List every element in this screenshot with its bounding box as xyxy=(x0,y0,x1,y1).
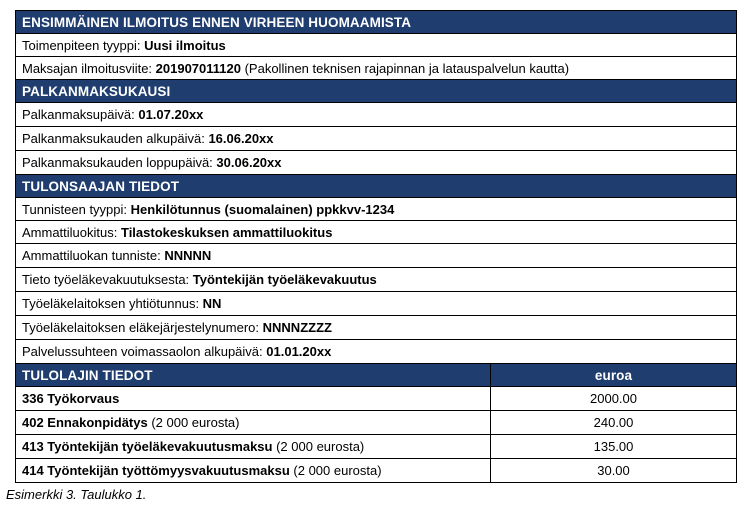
field-value: Työntekijän työeläkevakuutus xyxy=(192,272,377,287)
table-row xyxy=(16,435,737,459)
field-label: Työeläkelaitoksen eläkejärjestelynumero: xyxy=(22,320,263,335)
section-title: TULONSAAJAN TIEDOT xyxy=(16,175,737,198)
section-title: PALKANMAKSUKAUSI xyxy=(16,80,737,103)
section-header-first-report xyxy=(16,11,737,34)
table-row xyxy=(16,244,737,268)
field-value: 01.01.20xx xyxy=(266,344,332,359)
currency-column-header: euroa xyxy=(491,364,737,387)
section-header-income-earner xyxy=(16,175,737,198)
income-type: 336 Työkorvaus xyxy=(22,391,120,406)
section-header-pay-period xyxy=(16,80,737,103)
income-note: (2 000 eurosta) xyxy=(147,415,240,430)
table-row xyxy=(16,198,737,221)
amount-cell: 135.00 xyxy=(491,435,737,459)
table-row xyxy=(16,459,737,483)
table-row xyxy=(16,34,737,57)
amount-cell: 240.00 xyxy=(491,411,737,435)
income-type: 402 Ennakonpidätys xyxy=(22,415,148,430)
field-label: Maksajan ilmoitusviite: xyxy=(22,60,156,76)
field-label: Palkanmaksukauden loppupäivä: xyxy=(22,155,217,170)
table-row xyxy=(16,221,737,244)
table-row xyxy=(16,127,737,151)
field-value: 201907011120 xyxy=(155,60,241,76)
field-value: NNNNZZZZ xyxy=(262,320,332,335)
table-row xyxy=(16,151,737,175)
field-value: 01.07.20xx xyxy=(138,107,204,122)
field-value: NNNNN xyxy=(164,248,212,263)
income-type: 414 Työntekijän työttömyysvakuutusmaksu xyxy=(22,463,290,478)
field-label: Ammattiluokitus: xyxy=(22,224,121,240)
field-note: (Pakollinen teknisen rajapinnan ja latauspalvelun kautta) xyxy=(240,60,570,76)
income-note: (2 000 eurosta) xyxy=(272,439,365,454)
table-row xyxy=(16,411,737,435)
table-row xyxy=(16,103,737,127)
table-row xyxy=(16,57,737,80)
field-label: Palkanmaksukauden alkupäivä: xyxy=(22,131,209,146)
table-row xyxy=(16,268,737,292)
table-row xyxy=(16,340,737,364)
field-value: 16.06.20xx xyxy=(208,131,274,146)
field-label: Ammattiluokan tunniste: xyxy=(22,248,165,263)
table-row xyxy=(16,292,737,316)
field-value: Henkilötunnus (suomalainen) ppkkvv-1234 xyxy=(130,201,395,217)
table-caption: Esimerkki 3. Taulukko 1. xyxy=(6,487,147,502)
field-label: Tunnisteen tyyppi: xyxy=(22,201,131,217)
field-label: Työeläkelaitoksen yhtiötunnus: xyxy=(22,296,203,311)
amount-cell: 2000.00 xyxy=(491,387,737,411)
field-value: 30.06.20xx xyxy=(216,155,282,170)
field-label: Tieto työeläkevakuutuksesta: xyxy=(22,272,193,287)
section-title: TULOLAJIN TIEDOT xyxy=(16,364,491,387)
table-row xyxy=(16,316,737,340)
income-note: (2 000 eurosta) xyxy=(289,463,382,478)
field-label: Palvelussuhteen voimassaolon alkupäivä: xyxy=(22,344,267,359)
section-header-income-types xyxy=(16,364,737,387)
field-value: Uusi ilmoitus xyxy=(144,37,226,53)
payroll-example-table-wrapper xyxy=(15,10,736,483)
field-value: Tilastokeskuksen ammattiluokitus xyxy=(120,224,333,240)
amount-cell: 30.00 xyxy=(491,459,737,483)
field-label: Palkanmaksupäivä: xyxy=(22,107,139,122)
field-value: NN xyxy=(202,296,222,311)
section-title: ENSIMMÄINEN ILMOITUS ENNEN VIRHEEN HUOMAAMISTA xyxy=(16,11,737,34)
payroll-example-table xyxy=(15,10,737,483)
field-label: Toimenpiteen tyyppi: xyxy=(22,37,145,53)
table-row xyxy=(16,387,737,411)
income-type: 413 Työntekijän työeläkevakuutusmaksu xyxy=(22,439,273,454)
